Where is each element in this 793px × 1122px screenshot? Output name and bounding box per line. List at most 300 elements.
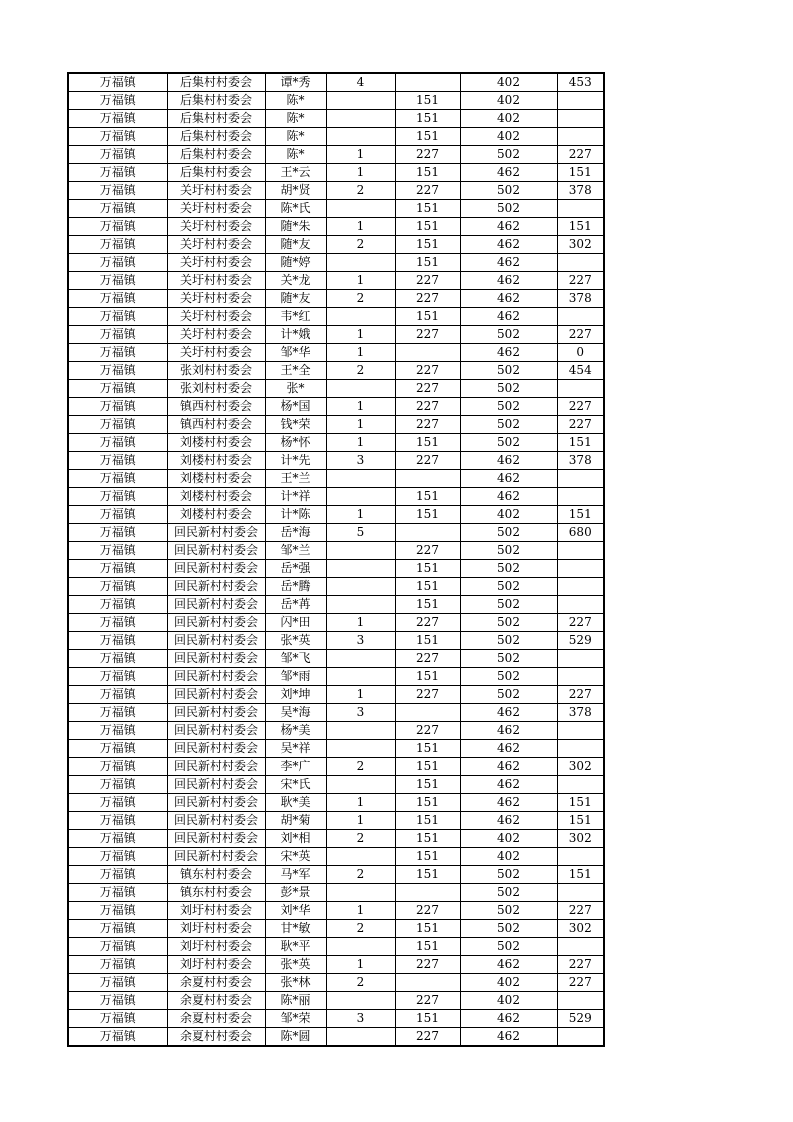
value-a-cell: 151 xyxy=(395,254,460,272)
total-cell xyxy=(557,776,604,794)
table-row xyxy=(68,596,604,614)
village-cell: 回民新村村委会 xyxy=(167,650,265,668)
village-cell: 余夏村村委会 xyxy=(167,1028,265,1047)
town-cell: 万福镇 xyxy=(68,73,167,92)
value-a-cell: 151 xyxy=(395,740,460,758)
total-cell xyxy=(557,938,604,956)
value-b-cell: 502 xyxy=(460,434,557,452)
village-cell: 刘圩村村委会 xyxy=(167,902,265,920)
village-cell: 回民新村村委会 xyxy=(167,614,265,632)
village-cell: 关圩村村委会 xyxy=(167,308,265,326)
village-cell: 回民新村村委会 xyxy=(167,542,265,560)
total-cell xyxy=(557,1028,604,1047)
value-a-cell: 151 xyxy=(395,848,460,866)
total-cell: 227 xyxy=(557,614,604,632)
total-cell: 227 xyxy=(557,902,604,920)
value-a-cell: 227 xyxy=(395,182,460,200)
count-cell xyxy=(326,92,395,110)
town-cell: 万福镇 xyxy=(68,776,167,794)
value-b-cell: 502 xyxy=(460,542,557,560)
value-a-cell xyxy=(395,73,460,92)
table-row xyxy=(68,794,604,812)
table-row xyxy=(68,128,604,146)
table-row xyxy=(68,884,604,902)
town-cell: 万福镇 xyxy=(68,668,167,686)
name-cell: 刘*相 xyxy=(265,830,326,848)
name-cell: 陈*丽 xyxy=(265,992,326,1010)
table-row xyxy=(68,110,604,128)
count-cell: 2 xyxy=(326,974,395,992)
total-cell: 151 xyxy=(557,164,604,182)
village-cell: 刘楼村村委会 xyxy=(167,506,265,524)
table-row xyxy=(68,632,604,650)
value-a-cell: 227 xyxy=(395,398,460,416)
total-cell: 302 xyxy=(557,830,604,848)
village-cell: 余夏村村委会 xyxy=(167,992,265,1010)
town-cell: 万福镇 xyxy=(68,218,167,236)
town-cell: 万福镇 xyxy=(68,128,167,146)
value-b-cell: 502 xyxy=(460,326,557,344)
total-cell xyxy=(557,380,604,398)
village-cell: 关圩村村委会 xyxy=(167,344,265,362)
table-row xyxy=(68,740,604,758)
village-cell: 回民新村村委会 xyxy=(167,740,265,758)
total-cell: 151 xyxy=(557,218,604,236)
value-b-cell: 502 xyxy=(460,524,557,542)
value-b-cell: 462 xyxy=(460,470,557,488)
value-a-cell: 227 xyxy=(395,614,460,632)
count-cell: 4 xyxy=(326,73,395,92)
count-cell: 1 xyxy=(326,344,395,362)
name-cell: 岳*腾 xyxy=(265,578,326,596)
village-cell: 刘楼村村委会 xyxy=(167,470,265,488)
value-b-cell: 462 xyxy=(460,722,557,740)
total-cell: 227 xyxy=(557,956,604,974)
table-row xyxy=(68,92,604,110)
value-a-cell: 151 xyxy=(395,218,460,236)
count-cell xyxy=(326,722,395,740)
total-cell: 227 xyxy=(557,326,604,344)
name-cell: 岳*海 xyxy=(265,524,326,542)
village-cell: 后集村村委会 xyxy=(167,164,265,182)
village-cell: 回民新村村委会 xyxy=(167,686,265,704)
value-b-cell: 502 xyxy=(460,146,557,164)
count-cell: 1 xyxy=(326,614,395,632)
value-b-cell: 402 xyxy=(460,992,557,1010)
table-row xyxy=(68,470,604,488)
village-cell: 关圩村村委会 xyxy=(167,326,265,344)
name-cell: 陈* xyxy=(265,128,326,146)
table-row xyxy=(68,344,604,362)
table-row xyxy=(68,560,604,578)
table-row xyxy=(68,866,604,884)
count-cell: 5 xyxy=(326,524,395,542)
count-cell: 2 xyxy=(326,236,395,254)
total-cell: 302 xyxy=(557,236,604,254)
count-cell xyxy=(326,308,395,326)
value-a-cell: 151 xyxy=(395,794,460,812)
name-cell: 计*陈 xyxy=(265,506,326,524)
village-cell: 回民新村村委会 xyxy=(167,758,265,776)
table-row xyxy=(68,758,604,776)
name-cell: 王*兰 xyxy=(265,470,326,488)
value-a-cell: 227 xyxy=(395,416,460,434)
value-b-cell: 502 xyxy=(460,416,557,434)
value-a-cell: 151 xyxy=(395,92,460,110)
name-cell: 彭*景 xyxy=(265,884,326,902)
count-cell: 1 xyxy=(326,146,395,164)
village-cell: 后集村村委会 xyxy=(167,92,265,110)
count-cell: 2 xyxy=(326,758,395,776)
count-cell: 1 xyxy=(326,812,395,830)
town-cell: 万福镇 xyxy=(68,182,167,200)
town-cell: 万福镇 xyxy=(68,650,167,668)
town-cell: 万福镇 xyxy=(68,974,167,992)
value-b-cell: 502 xyxy=(460,380,557,398)
village-cell: 回民新村村委会 xyxy=(167,722,265,740)
village-cell: 回民新村村委会 xyxy=(167,578,265,596)
total-cell xyxy=(557,254,604,272)
table-row xyxy=(68,722,604,740)
count-cell xyxy=(326,128,395,146)
name-cell: 宋*氏 xyxy=(265,776,326,794)
table-row xyxy=(68,200,604,218)
table-row xyxy=(68,1010,604,1028)
value-a-cell xyxy=(395,704,460,722)
town-cell: 万福镇 xyxy=(68,506,167,524)
total-cell: 0 xyxy=(557,344,604,362)
village-cell: 回民新村村委会 xyxy=(167,704,265,722)
name-cell: 邹*荣 xyxy=(265,1010,326,1028)
table-row xyxy=(68,380,604,398)
count-cell xyxy=(326,992,395,1010)
value-a-cell: 227 xyxy=(395,542,460,560)
village-cell: 刘楼村村委会 xyxy=(167,434,265,452)
value-b-cell: 462 xyxy=(460,254,557,272)
value-a-cell: 151 xyxy=(395,938,460,956)
count-cell: 1 xyxy=(326,902,395,920)
value-b-cell: 502 xyxy=(460,938,557,956)
town-cell: 万福镇 xyxy=(68,740,167,758)
count-cell xyxy=(326,542,395,560)
village-cell: 镇东村村委会 xyxy=(167,866,265,884)
value-b-cell: 502 xyxy=(460,578,557,596)
count-cell xyxy=(326,578,395,596)
table-row xyxy=(68,524,604,542)
value-a-cell: 151 xyxy=(395,812,460,830)
count-cell xyxy=(326,470,395,488)
count-cell: 2 xyxy=(326,362,395,380)
village-cell: 后集村村委会 xyxy=(167,110,265,128)
total-cell xyxy=(557,308,604,326)
name-cell: 邹*飞 xyxy=(265,650,326,668)
count-cell: 2 xyxy=(326,920,395,938)
name-cell: 邹*华 xyxy=(265,344,326,362)
name-cell: 李*广 xyxy=(265,758,326,776)
total-cell: 378 xyxy=(557,704,604,722)
table-row xyxy=(68,452,604,470)
count-cell: 1 xyxy=(326,398,395,416)
table-row xyxy=(68,218,604,236)
value-a-cell: 151 xyxy=(395,578,460,596)
total-cell xyxy=(557,722,604,740)
table-row xyxy=(68,812,604,830)
total-cell: 227 xyxy=(557,146,604,164)
name-cell: 胡*贤 xyxy=(265,182,326,200)
name-cell: 张* xyxy=(265,380,326,398)
village-cell: 刘圩村村委会 xyxy=(167,956,265,974)
table-row xyxy=(68,992,604,1010)
table-row xyxy=(68,434,604,452)
value-a-cell: 227 xyxy=(395,992,460,1010)
value-a-cell: 151 xyxy=(395,920,460,938)
village-cell: 关圩村村委会 xyxy=(167,290,265,308)
town-cell: 万福镇 xyxy=(68,524,167,542)
total-cell: 454 xyxy=(557,362,604,380)
value-a-cell: 151 xyxy=(395,830,460,848)
village-cell: 关圩村村委会 xyxy=(167,182,265,200)
village-cell: 镇东村村委会 xyxy=(167,884,265,902)
name-cell: 杨*美 xyxy=(265,722,326,740)
count-cell xyxy=(326,596,395,614)
total-cell: 227 xyxy=(557,416,604,434)
count-cell: 2 xyxy=(326,182,395,200)
value-a-cell: 151 xyxy=(395,758,460,776)
table-row xyxy=(68,578,604,596)
count-cell xyxy=(326,884,395,902)
town-cell: 万福镇 xyxy=(68,200,167,218)
total-cell xyxy=(557,128,604,146)
table-row xyxy=(68,542,604,560)
count-cell xyxy=(326,200,395,218)
total-cell: 378 xyxy=(557,182,604,200)
count-cell: 1 xyxy=(326,416,395,434)
value-b-cell: 502 xyxy=(460,596,557,614)
table-row xyxy=(68,668,604,686)
table-row xyxy=(68,272,604,290)
total-cell xyxy=(557,578,604,596)
count-cell xyxy=(326,380,395,398)
value-b-cell: 502 xyxy=(460,560,557,578)
name-cell: 陈*圆 xyxy=(265,1028,326,1047)
total-cell: 151 xyxy=(557,794,604,812)
town-cell: 万福镇 xyxy=(68,704,167,722)
name-cell: 杨*国 xyxy=(265,398,326,416)
table-row xyxy=(68,416,604,434)
count-cell: 1 xyxy=(326,794,395,812)
value-b-cell: 462 xyxy=(460,704,557,722)
value-b-cell: 462 xyxy=(460,740,557,758)
name-cell: 岳*苒 xyxy=(265,596,326,614)
value-a-cell: 227 xyxy=(395,380,460,398)
town-cell: 万福镇 xyxy=(68,812,167,830)
total-cell xyxy=(557,992,604,1010)
table-row xyxy=(68,956,604,974)
village-cell: 刘圩村村委会 xyxy=(167,920,265,938)
name-cell: 谭*秀 xyxy=(265,73,326,92)
value-a-cell: 151 xyxy=(395,128,460,146)
name-cell: 刘*坤 xyxy=(265,686,326,704)
name-cell: 钱*荣 xyxy=(265,416,326,434)
name-cell: 王*云 xyxy=(265,164,326,182)
name-cell: 计*先 xyxy=(265,452,326,470)
total-cell: 151 xyxy=(557,434,604,452)
name-cell: 张*英 xyxy=(265,956,326,974)
town-cell: 万福镇 xyxy=(68,902,167,920)
village-cell: 关圩村村委会 xyxy=(167,200,265,218)
total-cell xyxy=(557,470,604,488)
town-cell: 万福镇 xyxy=(68,146,167,164)
table-row xyxy=(68,73,604,92)
village-cell: 回民新村村委会 xyxy=(167,632,265,650)
value-a-cell: 151 xyxy=(395,596,460,614)
town-cell: 万福镇 xyxy=(68,452,167,470)
value-b-cell: 462 xyxy=(460,452,557,470)
table-row xyxy=(68,848,604,866)
value-b-cell: 402 xyxy=(460,974,557,992)
value-b-cell: 502 xyxy=(460,884,557,902)
village-cell: 后集村村委会 xyxy=(167,146,265,164)
name-cell: 随*朱 xyxy=(265,218,326,236)
value-b-cell: 462 xyxy=(460,164,557,182)
village-cell: 余夏村村委会 xyxy=(167,974,265,992)
town-cell: 万福镇 xyxy=(68,290,167,308)
value-a-cell: 227 xyxy=(395,362,460,380)
town-cell: 万福镇 xyxy=(68,632,167,650)
count-cell: 3 xyxy=(326,1010,395,1028)
town-cell: 万福镇 xyxy=(68,614,167,632)
value-b-cell: 462 xyxy=(460,272,557,290)
name-cell: 张*林 xyxy=(265,974,326,992)
village-cell: 镇西村村委会 xyxy=(167,398,265,416)
value-b-cell: 502 xyxy=(460,902,557,920)
town-cell: 万福镇 xyxy=(68,560,167,578)
village-cell: 刘楼村村委会 xyxy=(167,452,265,470)
total-cell: 378 xyxy=(557,452,604,470)
table-row xyxy=(68,776,604,794)
town-cell: 万福镇 xyxy=(68,920,167,938)
table-row xyxy=(68,164,604,182)
value-a-cell: 151 xyxy=(395,434,460,452)
town-cell: 万福镇 xyxy=(68,92,167,110)
value-b-cell: 502 xyxy=(460,614,557,632)
value-b-cell: 462 xyxy=(460,218,557,236)
name-cell: 吴*海 xyxy=(265,704,326,722)
town-cell: 万福镇 xyxy=(68,686,167,704)
village-cell: 关圩村村委会 xyxy=(167,218,265,236)
value-b-cell: 502 xyxy=(460,686,557,704)
town-cell: 万福镇 xyxy=(68,398,167,416)
value-a-cell xyxy=(395,344,460,362)
total-cell: 227 xyxy=(557,974,604,992)
village-cell: 刘圩村村委会 xyxy=(167,938,265,956)
table-row xyxy=(68,650,604,668)
value-b-cell: 462 xyxy=(460,236,557,254)
total-cell: 302 xyxy=(557,758,604,776)
village-cell: 关圩村村委会 xyxy=(167,236,265,254)
name-cell: 王*全 xyxy=(265,362,326,380)
count-cell: 2 xyxy=(326,290,395,308)
town-cell: 万福镇 xyxy=(68,956,167,974)
name-cell: 刘*华 xyxy=(265,902,326,920)
total-cell: 151 xyxy=(557,812,604,830)
village-cell: 后集村村委会 xyxy=(167,73,265,92)
table-row xyxy=(68,182,604,200)
name-cell: 韦*红 xyxy=(265,308,326,326)
name-cell: 耿*美 xyxy=(265,794,326,812)
town-cell: 万福镇 xyxy=(68,344,167,362)
name-cell: 甘*敏 xyxy=(265,920,326,938)
total-cell xyxy=(557,650,604,668)
value-a-cell: 227 xyxy=(395,722,460,740)
village-cell: 回民新村村委会 xyxy=(167,524,265,542)
village-cell: 回民新村村委会 xyxy=(167,560,265,578)
count-cell: 2 xyxy=(326,830,395,848)
total-cell: 378 xyxy=(557,290,604,308)
town-cell: 万福镇 xyxy=(68,884,167,902)
value-b-cell: 462 xyxy=(460,812,557,830)
town-cell: 万福镇 xyxy=(68,416,167,434)
village-cell: 回民新村村委会 xyxy=(167,668,265,686)
value-b-cell: 502 xyxy=(460,200,557,218)
town-cell: 万福镇 xyxy=(68,272,167,290)
village-cell: 镇西村村委会 xyxy=(167,416,265,434)
village-cell: 张刘村村委会 xyxy=(167,380,265,398)
village-cell: 关圩村村委会 xyxy=(167,272,265,290)
value-a-cell: 151 xyxy=(395,866,460,884)
town-cell: 万福镇 xyxy=(68,362,167,380)
value-a-cell: 151 xyxy=(395,560,460,578)
value-a-cell: 227 xyxy=(395,902,460,920)
total-cell: 227 xyxy=(557,398,604,416)
name-cell: 胡*菊 xyxy=(265,812,326,830)
town-cell: 万福镇 xyxy=(68,326,167,344)
count-cell xyxy=(326,848,395,866)
count-cell xyxy=(326,668,395,686)
name-cell: 杨*怀 xyxy=(265,434,326,452)
value-a-cell xyxy=(395,470,460,488)
town-cell: 万福镇 xyxy=(68,1028,167,1047)
value-b-cell: 502 xyxy=(460,650,557,668)
value-a-cell: 227 xyxy=(395,686,460,704)
table-row xyxy=(68,686,604,704)
value-a-cell: 151 xyxy=(395,236,460,254)
table-row xyxy=(68,938,604,956)
value-b-cell: 402 xyxy=(460,73,557,92)
value-b-cell: 502 xyxy=(460,920,557,938)
table-row xyxy=(68,146,604,164)
value-a-cell: 227 xyxy=(395,452,460,470)
name-cell: 吴*祥 xyxy=(265,740,326,758)
town-cell: 万福镇 xyxy=(68,758,167,776)
village-cell: 余夏村村委会 xyxy=(167,1010,265,1028)
name-cell: 张*英 xyxy=(265,632,326,650)
name-cell: 随*婷 xyxy=(265,254,326,272)
village-cell: 刘楼村村委会 xyxy=(167,488,265,506)
value-b-cell: 402 xyxy=(460,110,557,128)
count-cell: 1 xyxy=(326,956,395,974)
value-b-cell: 402 xyxy=(460,92,557,110)
name-cell: 陈* xyxy=(265,110,326,128)
total-cell xyxy=(557,542,604,560)
value-b-cell: 462 xyxy=(460,956,557,974)
value-a-cell: 151 xyxy=(395,776,460,794)
town-cell: 万福镇 xyxy=(68,110,167,128)
count-cell: 1 xyxy=(326,164,395,182)
total-cell xyxy=(557,668,604,686)
value-b-cell: 462 xyxy=(460,758,557,776)
count-cell: 1 xyxy=(326,326,395,344)
